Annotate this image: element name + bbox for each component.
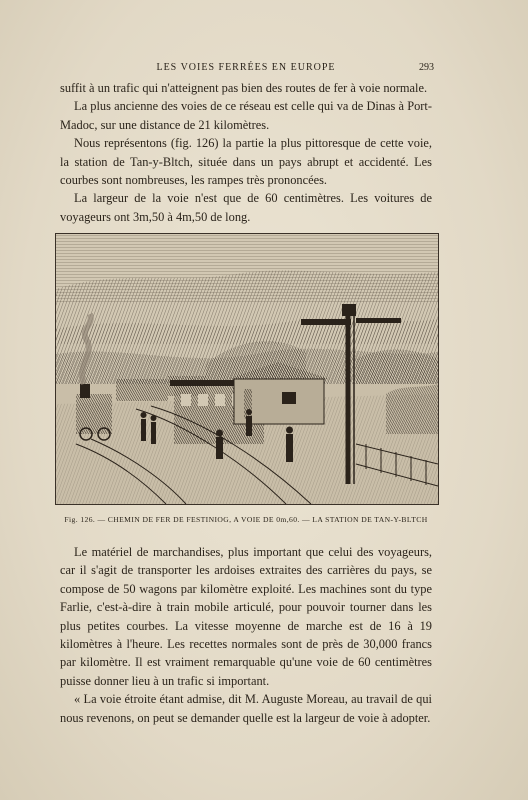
paragraph: La largeur de la voie n'est que de 60 centimètres. Les voitures de voyageurs ont 3m,50 à 4m,50 de long.: [60, 191, 432, 224]
running-title: LES VOIES FERRÉES EN EUROPE: [156, 62, 336, 73]
paragraph: Nous représentons (fig. 126) la partie la plus pittoresque de cette voie, la station de Tan-y-Bltch, située dans un pays abrupt et accidenté. Les courbes sont nombreuses, les rampes très prononcées.: [60, 136, 432, 188]
figure-caption: Fig. 126. — CHEMIN DE FER DE FESTINIOG, A VOIE DE 0m,60. — LA STATION DE TAN-Y-BLTCH: [64, 515, 428, 524]
paragraph: La plus ancienne des voies de ce réseau est celle qui va de Dinas à Port-Madoc, sur une distance de 21 kilomètres.: [60, 99, 432, 132]
bottom-text-block: [60, 543, 432, 727]
running-header: [58, 62, 434, 76]
paragraph: « La voie étroite étant admise, dit M. Auguste Moreau, au travail de qui nous revenons, on peut se demander quelle est la largeur de voie à adopter.: [60, 692, 432, 725]
page-number: 293: [419, 62, 434, 73]
top-text-block: [60, 79, 432, 226]
paragraph: suffit à un trafic qui n'atteignent pas bien des routes de fer à voie normale.: [60, 81, 428, 95]
paragraph: Le matériel de marchandises, plus important que celui des voyageurs, car il s'agit de transporter les ardoises extraites des carrières du pays, se compose de 50 wagons par kilomètre exploité. Les machines sont du type Farlie, c'est-à-dire à train mobile articulé, pour pouvoir tourner dans les plus petites courbes. La vitesse moyenne de marche est de 16 à 19 kilomètres à l'heure. Les recettes normales sont de près de 30,000 francs par kilomètre. Il est vraiment remarquable qu'une voie de 60 centimètres puisse donner lieu à un trafic si important.: [60, 545, 432, 688]
engraving-illustration: [55, 233, 439, 505]
